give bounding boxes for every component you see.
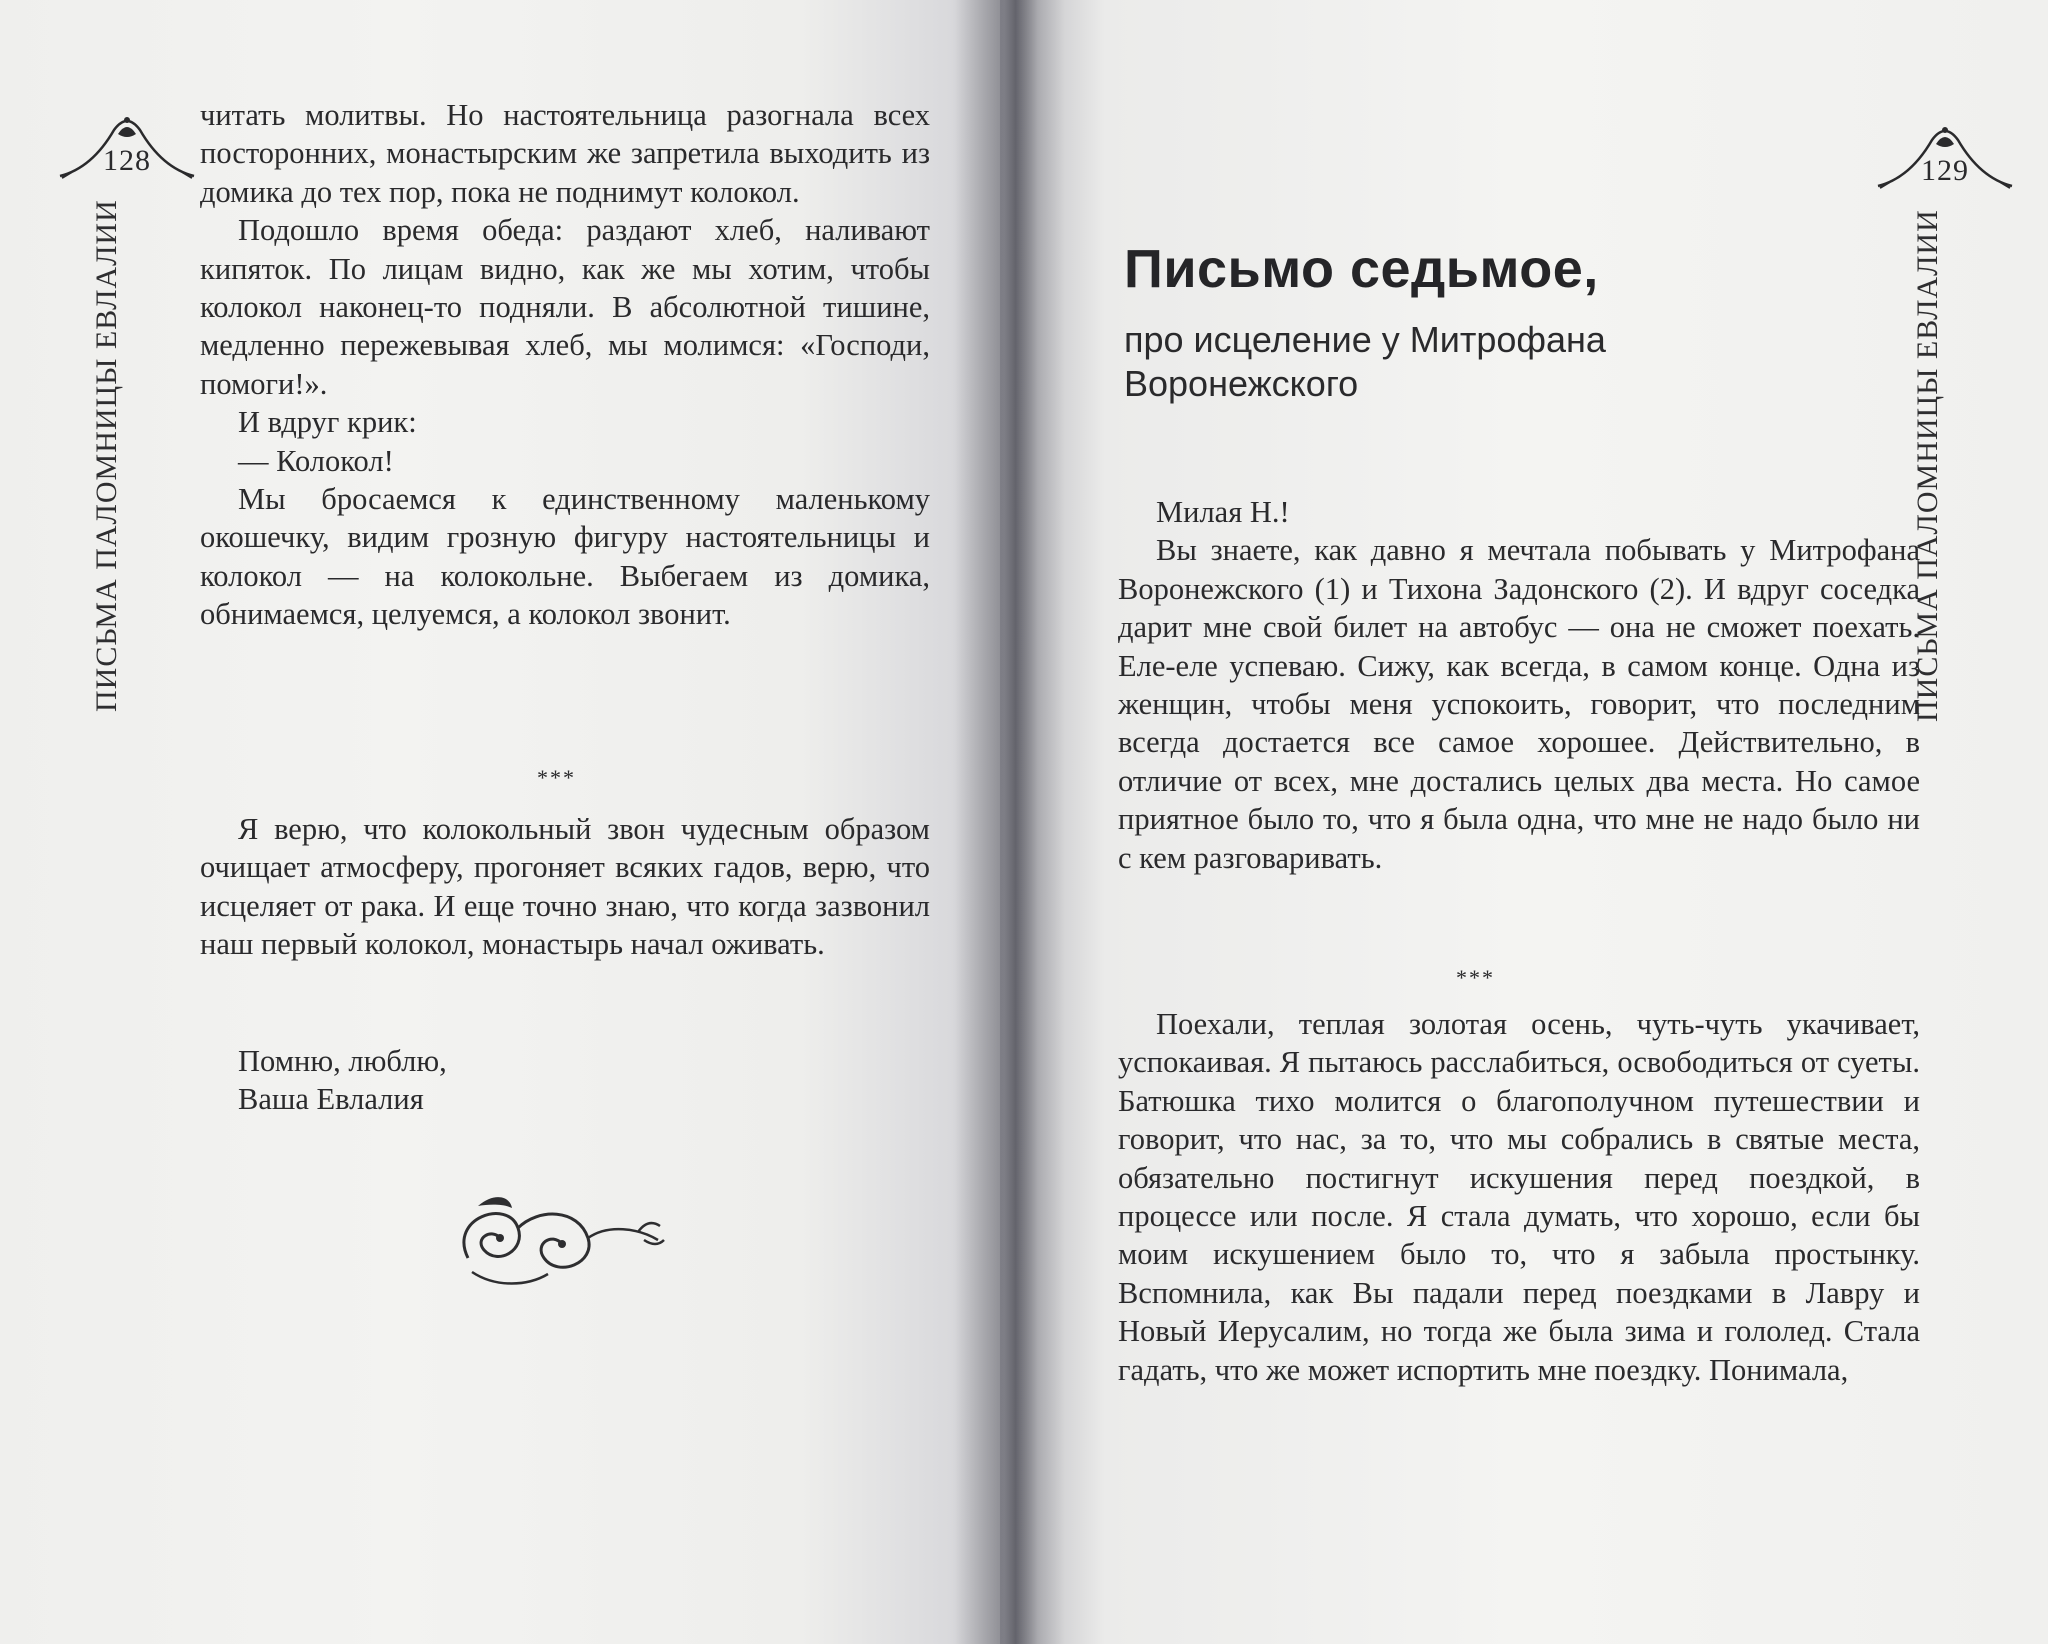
paragraph: Подошло время обеда: раздают хлеб, наливают кипяток. По лицам видно, как же мы хотим, чтобы колокол наконец-то подняли. В абсолютной тишине, медленно пережевывая хлеб, мы молимся: «Господи, помоги!». [200, 213, 930, 401]
page-number: 128 [103, 144, 151, 177]
paragraph: — Колокол! [238, 443, 394, 478]
page-number-ornament-right [1870, 118, 2020, 198]
right-page [1000, 0, 2048, 1644]
chapter-title: Письмо седьмое, [1124, 239, 1599, 299]
chapter-subtitle: про исцеление у Митрофана Воронежского [1124, 319, 1606, 404]
signature-name: Ваша Евлалия [238, 1082, 424, 1117]
right-text-block [1118, 493, 1920, 877]
right-text-block-2 [1118, 1005, 1920, 1389]
paragraph: И вдруг крик: [238, 405, 417, 440]
closing-line: Помню, люблю, [238, 1044, 447, 1078]
paragraph: Поехали, теплая золотая осень, чуть-чуть укачивает, успокаивая. Я пытаюсь расслабиться, освободиться от суеты. Батюшка тихо молится о благополучном путешествии и говорит, что нас, за то, что мы собрались в святые места, обязательно постигнут искушения перед поездкой, в процессе или после. Я стала думать, что хорошо, если бы моим искушением было то, что я забыла простынку. Вспомнила, как Вы падали перед поездками в Лавру и Новый Иерусалим, но тогда же была зима и гололед. Стала гадать, что же может испортить мне поездку. Понимала, [1118, 1007, 1920, 1387]
section-separator: *** [1456, 965, 1495, 990]
letter-closing [238, 1042, 447, 1119]
paragraph: читать молитвы. Но настоятельница разогнала всех посторонних, монастырским же запретила выходить из домика до тех пор, пока не поднимут колокол. [200, 98, 930, 209]
greeting: Милая Н.! [1156, 495, 1290, 529]
running-head: ПИСЬМА ПАЛОМНИЦЫ ЕВЛАЛИИ [90, 199, 123, 712]
left-text-block [200, 96, 930, 634]
section-separator: *** [537, 765, 576, 790]
running-head: ПИСЬМА ПАЛОМНИЦЫ ЕВЛАЛИИ [1911, 209, 1944, 722]
paragraph: Мы бросаемся к единственному маленькому окошечку, видим грозную фигуру настоятельницы и колокол — на колокольне. Выбегаем из домика, обнимаемся, целуемся, а колокол звонит. [200, 482, 930, 632]
page-number-ornament-left [52, 108, 202, 188]
page-number: 129 [1921, 154, 1969, 187]
left-text-block-2 [200, 810, 930, 964]
left-page [0, 0, 1000, 1644]
paragraph: Я верю, что колокольный звон чудесным образом очищает атмосферу, прогоняет всяких гадов, верю, что исцеляет от рака. И еще точно знаю, что когда зазвонил наш первый колокол, монастырь начал оживать. [200, 812, 930, 962]
flourish-ornament-icon [448, 1188, 668, 1303]
paragraph: Вы знаете, как давно я мечтала побывать у Митрофана Воронежского (1) и Тихона Задонского (2). И вдруг соседка дарит мне свой билет на автобус — она не сможет поехать. Еле-еле успеваю. Сижу, как всегда, в самом конце. Одна из женщин, чтобы меня успокоить, говорит, что последним всегда достается все самое хорошее. Действительно, в отличие от всех, мне достались целых два места. Но самое приятное было то, что я была одна, что мне не надо было ни с кем разговаривать. [1118, 533, 1920, 875]
